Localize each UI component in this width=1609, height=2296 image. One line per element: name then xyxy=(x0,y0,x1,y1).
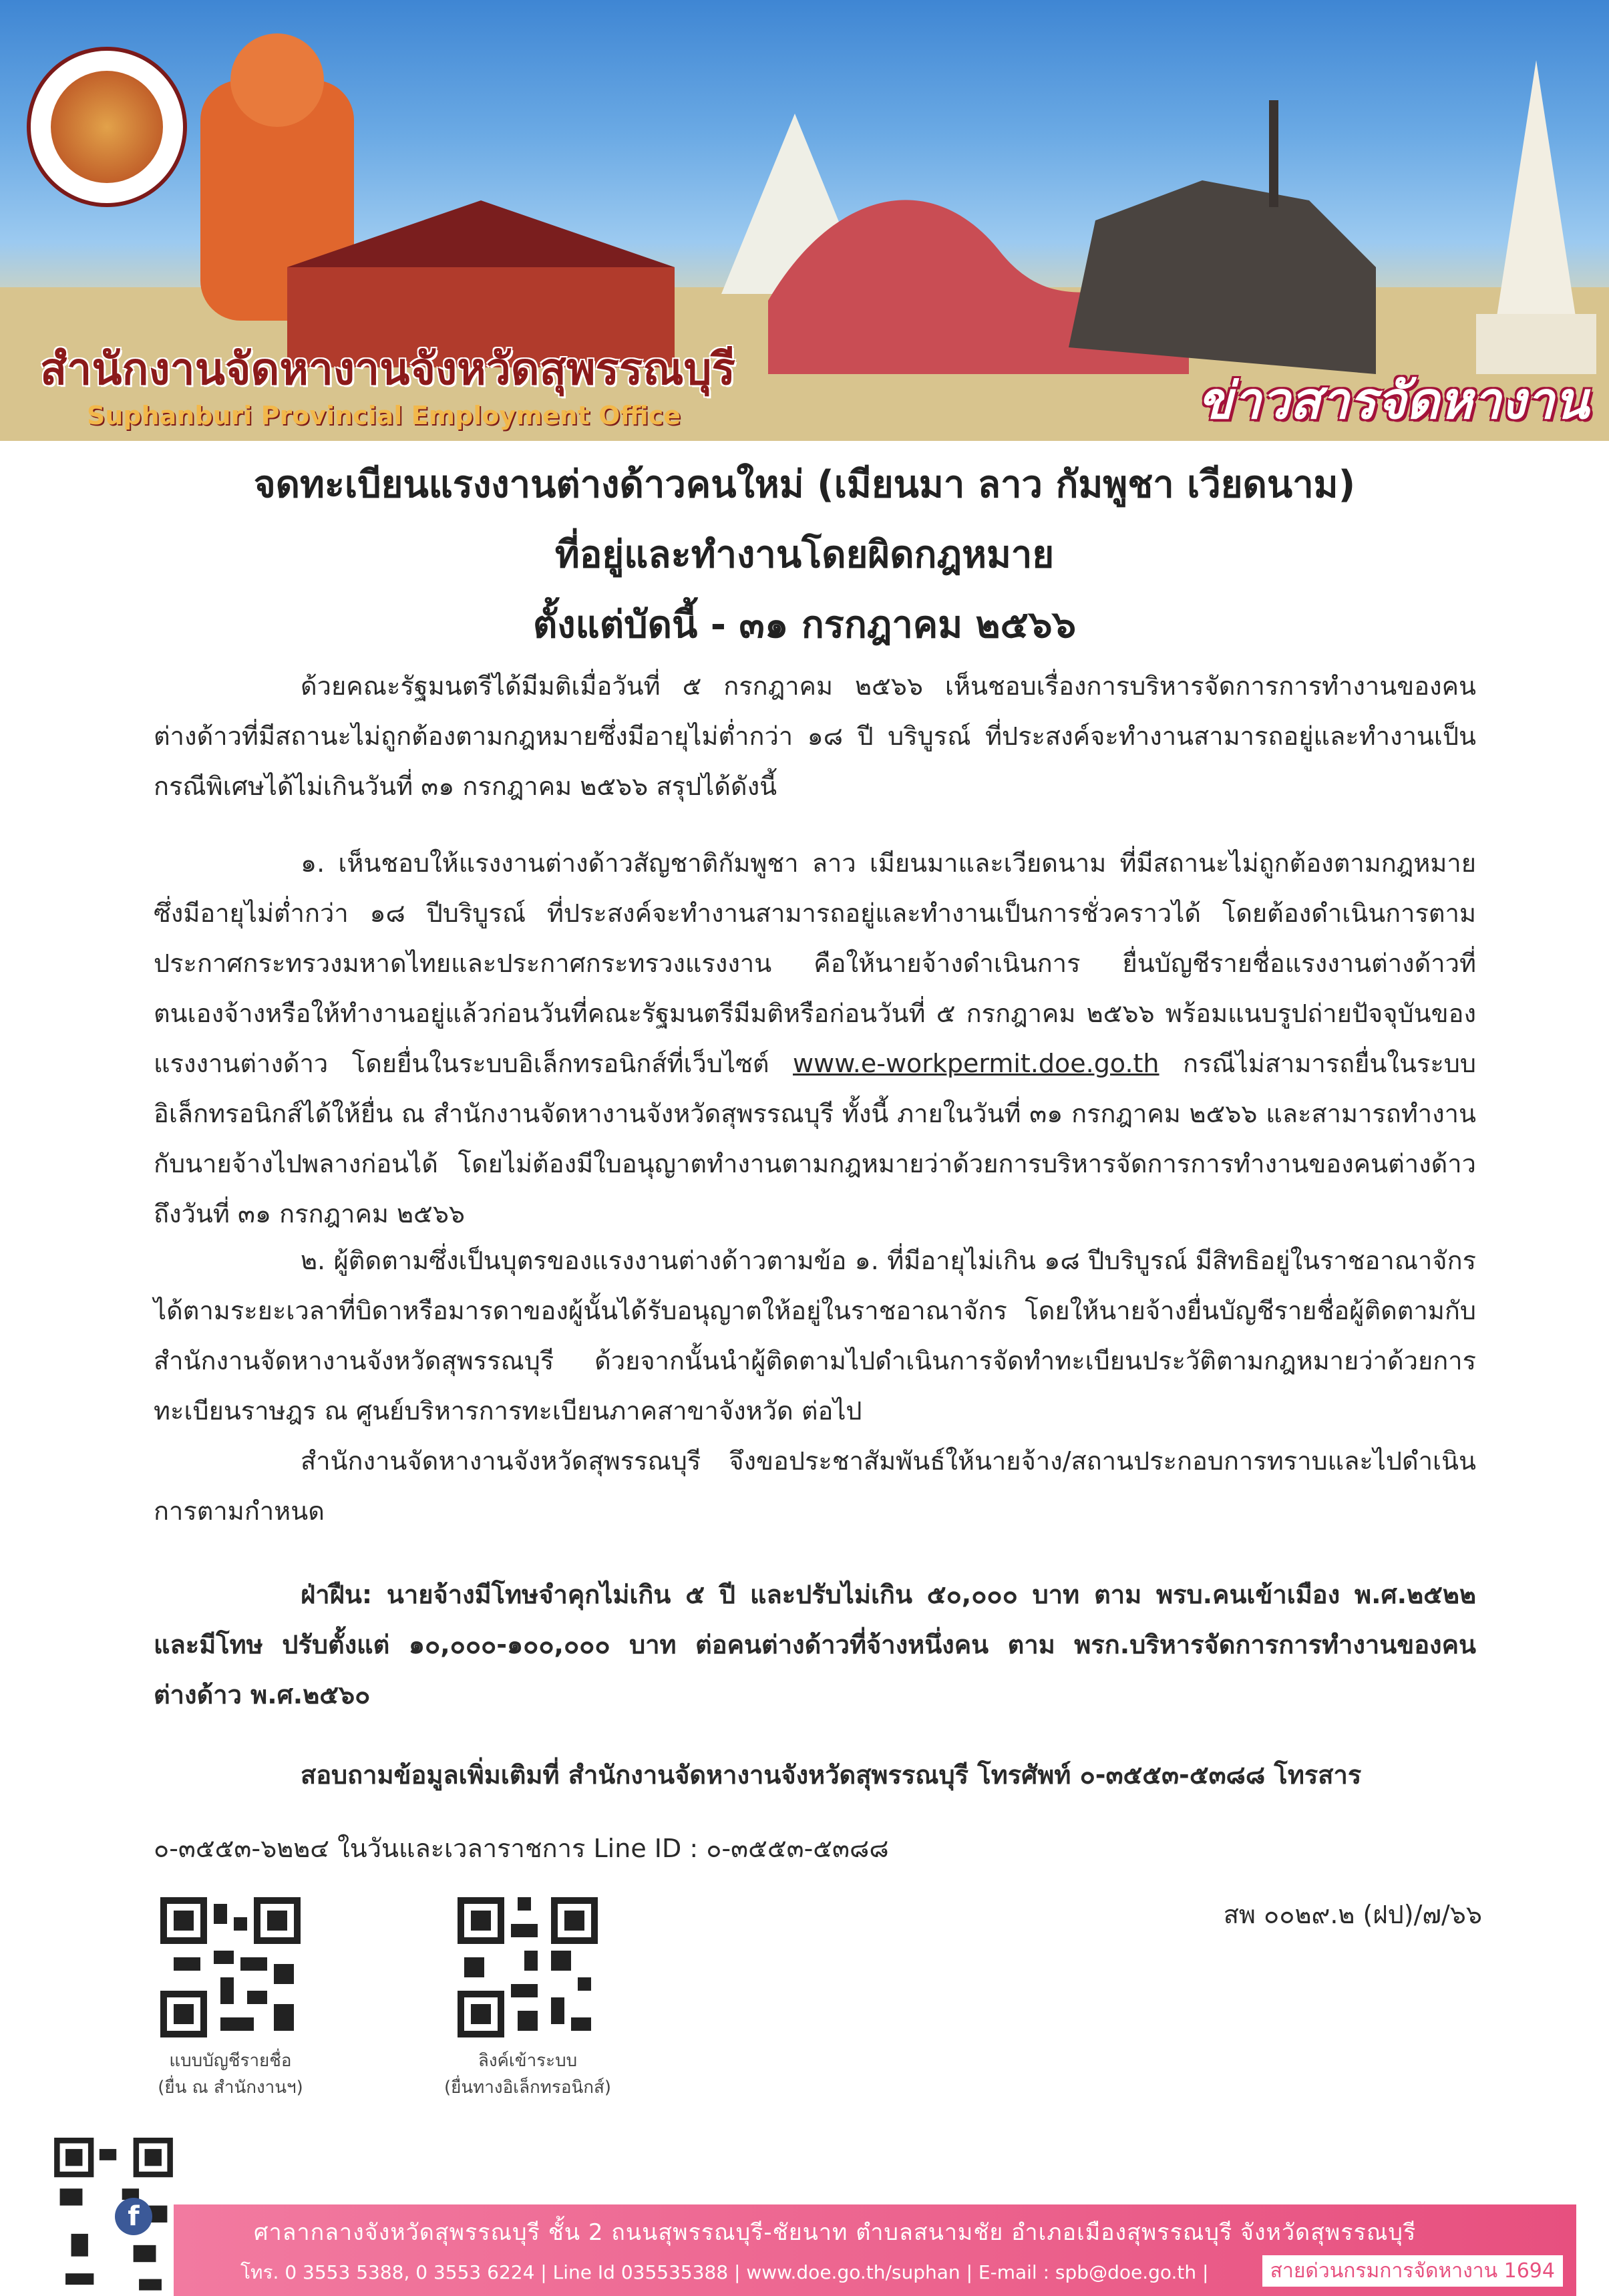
banner-org-name: สำนักงานจัดหางานจังหวัดสุพรรณบุรี xyxy=(40,343,735,395)
announcement-title-line-2: ที่อยู่และทำงานโดยผิดกฎหมาย xyxy=(554,533,1055,577)
qr-code-facebook[interactable] xyxy=(53,2138,174,2296)
announcement-title-line-1: จดทะเบียนแรงงานต่างด้าวคนใหม่ (เมียนมา ลาว กัมพูชา เวียดนาม) xyxy=(253,463,1356,506)
qr-code-system-link[interactable] xyxy=(458,1897,598,2037)
banner-news-tag: ข่าวสารจัดหางาน xyxy=(1198,371,1589,430)
qr-right-caption xyxy=(421,2047,635,2101)
contact-info-line-1: สอบถามข้อมูลเพิ่มเติมที่ สำนักงานจัดหางานจังหวัดสุพรรณบุรี โทรศัพท์ ๐-๓๕๕๓-๕๓๘๘ โทรสาร xyxy=(301,1760,1362,1790)
header-banner xyxy=(0,0,1609,441)
contact-info-line-2: ๐-๓๕๕๓-๖๒๒๔ ในวันและเวลาราชการ Line ID : ๐-๓๕๕๓-๕๓๘๘ xyxy=(154,1834,889,1863)
footer-contact: โทร. 0 3553 5388, 0 3553 6224 | Line Id 035535388 | www.doe.go.th/suphan | E-mail : spb@doe.go.th | xyxy=(240,2261,1209,2283)
item-1-text-b: กรณีไม่สามารถยื่นในระบบอิเล็กทรอนิกส์ได้ให้ยื่น ณ สำนักงานจัดหางานจังหวัดสุพรรณบุรี ทั้งนี้ ภายในวันที่ ๓๑ กรกฎาคม ๒๕๖๖ และสามารถทำงานกับนายจ้างไปพลางก่อนได้ โดยไม่ต้องมีใบอนุญาตทำงานตามกฎหมายว่าด้วยการบริหารจัดการการทำงานของคนต่างด้าว ถึงวันที่ ๓๑ กรกฎาคม ๒๕๖๖ xyxy=(154,1049,1476,1228)
office-seal-logo xyxy=(27,47,187,207)
seal-emblem-icon xyxy=(51,71,163,183)
qr-right-caption-2: (ยื่นทางอิเล็กทรอนิกส์) xyxy=(443,2078,611,2098)
announce-paragraph: สำนักงานจัดหางานจังหวัดสุพรรณบุรี จึงขอประชาสัมพันธ์ให้นายจ้าง/สถานประกอบการทราบและไปดำเนินการตามกำหนด xyxy=(154,1446,1476,1526)
qr-left-caption xyxy=(124,2047,337,2101)
footer-bar xyxy=(174,2204,1576,2296)
qr-left-caption-2: (ยื่น ณ สำนักงานฯ) xyxy=(158,2078,303,2098)
qr-left-caption-1: แบบบัญชีรายชื่อ xyxy=(169,2051,292,2071)
e-workpermit-link[interactable]: www.e-workpermit.doe.go.th xyxy=(793,1049,1159,1078)
item-1-paragraph xyxy=(154,838,1476,1239)
footer-address: ศาลากลางจังหวัดสุพรรณบุรี ชั้น 2 ถนนสุพรรณบุรี-ชัยนาท ตำบลสนามชัย อำเภอเมืองสุพรรณบุรี จังหวัดสุพรรณบุรี xyxy=(254,2219,1417,2246)
qr-code-list-form[interactable] xyxy=(160,1897,301,2037)
qr-right-caption-1: ลิงค์เข้าระบบ xyxy=(478,2051,578,2071)
footer-hotline: สายด่วนกรมการจัดหางาน 1694 xyxy=(1262,2255,1563,2287)
item-1-text-a: ๑. เห็นชอบให้แรงงานต่างด้าวสัญชาติกัมพูชา ลาว เมียนมาและเวียดนาม ที่มีสถานะไม่ถูกต้องตามกฎหมายซึ่งมีอายุไม่ต่ำกว่า ๑๘ ปีบริบูรณ์ ที่ประสงค์จะทำงานสามารถอยู่และทำงานเป็นการชั่วคราวได้ โดยต้องดำเนินการตามประกาศกระทรวงมหาดไทยและประกาศกระทรวงแรงงาน คือให้นายจ้างดำเนินการ ยื่นบัญชีรายชื่อแรงงานต่างด้าวที่ตนเองจ้างหรือให้ทำงานอยู่แล้วก่อนวันที่คณะรัฐมนตรีมีมติหรือก่อนวันที่ ๕ กรกฎาคม ๒๕๖๖ พร้อมแนบรูปถ่ายปัจจุบันของแรงงานต่างด้าว โดยยื่นในระบบอิเล็กทรอนิกส์ที่เว็บไซต์ xyxy=(154,848,1476,1078)
announcement-title-line-3: ตั้งแต่บัดนี้ - ๓๑ กรกฎาคม ๒๕๖๖ xyxy=(532,603,1077,647)
facebook-icon: f xyxy=(115,2198,152,2235)
item-2-paragraph: ๒. ผู้ติดตามซึ่งเป็นบุตรของแรงงานต่างด้าวตามข้อ ๑. ที่มีอายุไม่เกิน ๑๘ ปีบริบูรณ์ มีสิทธิอยู่ในราชอาณาจักรได้ตามระยะเวลาที่บิดาหรือมารดาของผู้นั้นได้รับอนุญาตให้อยู่ในราชอาณาจักร โดยให้นายจ้างยื่นบัญชีรายชื่อผู้ติดตามกับสำนักงานจัดหางานจังหวัดสุพรรณบุรี ด้วยจากนั้นนำผู้ติดตามไปดำเนินการจัดทำทะเบียนประวัติตามกฎหมายว่าด้วยการทะเบียนราษฎร ณ ศูนย์บริหารการทะเบียนภาคสาขาจังหวัด ต่อไป xyxy=(154,1246,1476,1426)
banner-org-name-en: Suphanburi Provincial Employment Office xyxy=(87,401,681,430)
document-code: สพ ๐๐๒๙.๒ (ฝป)/๗/๖๖ xyxy=(1223,1900,1482,1929)
intro-paragraph: ด้วยคณะรัฐมนตรีได้มีมติเมื่อวันที่ ๕ กรกฎาคม ๒๕๖๖ เห็นชอบเรื่องการบริหารจัดการการทำงานของคนต่างด้าวที่มีสถานะไม่ถูกต้องตามกฎหมายซึ่งมีอายุไม่ต่ำกว่า ๑๘ ปี บริบูรณ์ ที่ประสงค์จะทำงานสามารถอยู่และทำงานเป็นกรณีพิเศษได้ไม่เกินวันที่ ๓๑ กรกฎาคม ๒๕๖๖ สรุปได้ดังนี้ xyxy=(154,671,1476,801)
penalty-warning: ฝ่าฝืน: นายจ้างมีโทษจำคุกไม่เกิน ๕ ปี และปรับไม่เกิน ๕๐,๐๐๐ บาท ตาม พรบ.คนเข้าเมือง พ.ศ.๒๕๒๒ และมีโทษ ปรับตั้งแต่ ๑๐,๐๐๐-๑๐๐,๐๐๐ บาท ต่อคนต่างด้าวที่จ้างหนึ่งคน ตาม พรก.บริหารจัดการการทำงานของคนต่างด้าว พ.ศ.๒๕๖๐ xyxy=(154,1580,1476,1709)
